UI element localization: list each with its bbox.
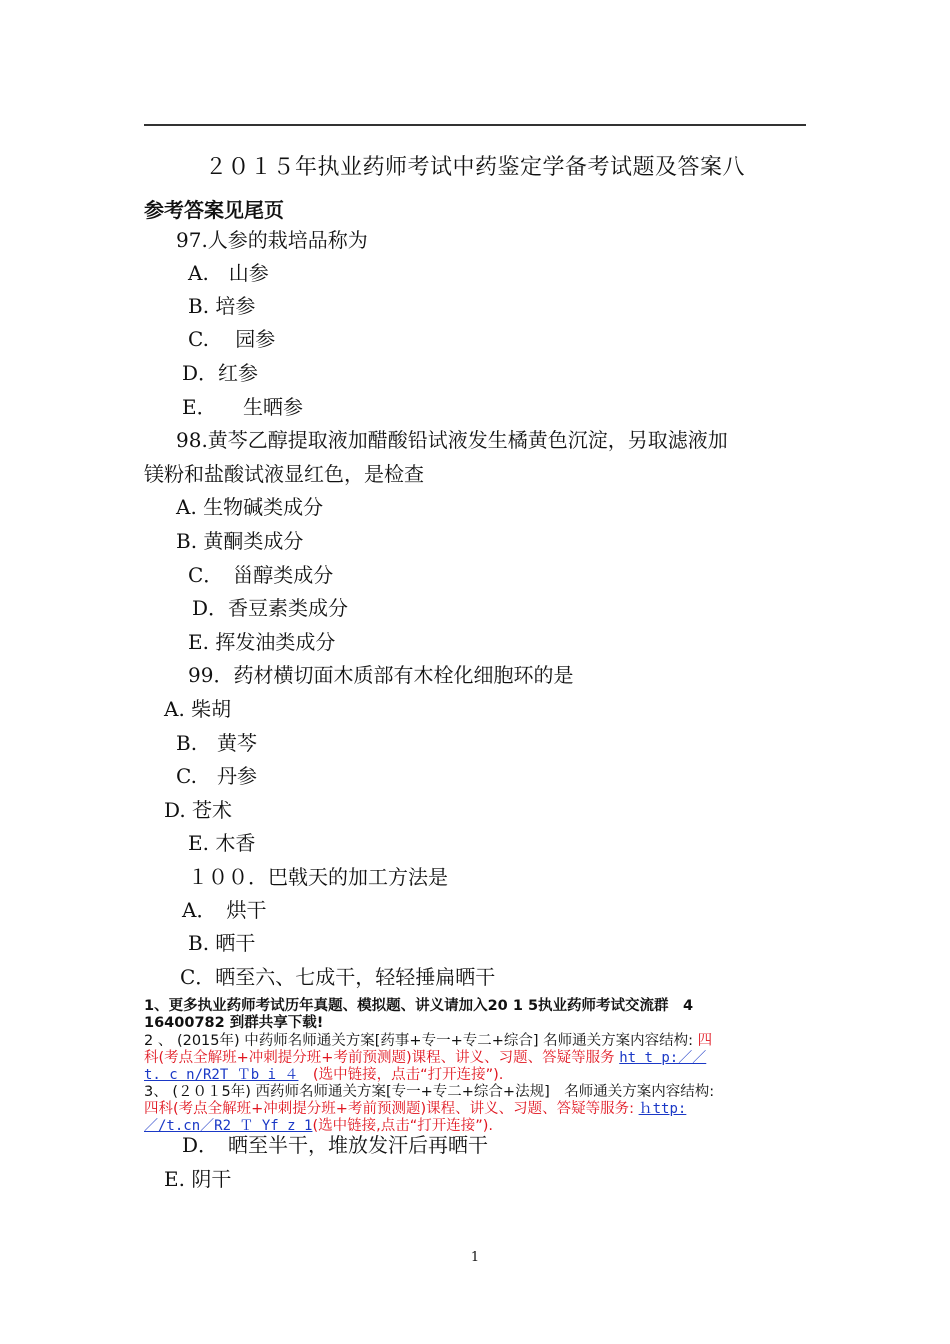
page-title: ２０１５年执业药师考试中药鉴定学备考试题及答案八 bbox=[204, 155, 745, 180]
header-rule bbox=[144, 124, 806, 126]
promo-note-3: 3、 (２０１5年) 西药师名师通关方案[专一+专二+综合+法规] 名师通关方案内容结构: bbox=[144, 1084, 715, 1100]
promo-note-2: 2 、 (2015年) 中药师名师通关方案[药事+专一+专二+综合] 名师通关方案内容结构: 四 bbox=[144, 1033, 713, 1049]
option-99-b: B. 黄芩 bbox=[176, 731, 258, 755]
option-98-a: A. 生物碱类成分 bbox=[176, 495, 324, 519]
course-link-2[interactable]: ｈttp: bbox=[638, 1101, 687, 1117]
option-99-d: D. 苍术 bbox=[164, 798, 233, 822]
option-100-b: B. 晒干 bbox=[188, 931, 256, 955]
promo-note-1: 1、更多执业药师考试历年真题、模拟题、讲义请加入20 1 5执业药师考试交流群 4 bbox=[144, 998, 694, 1014]
course-link-1-cont[interactable]: t. c n/R2T Ｔb i ４ bbox=[144, 1067, 299, 1083]
option-100-e: E. 阴干 bbox=[164, 1167, 232, 1191]
option-100-c: C．晒至六、七成干，轻轻捶扁晒干 bbox=[180, 965, 496, 989]
question-97: 97.人参的栽培品称为 bbox=[176, 228, 368, 252]
option-98-d: D．香豆素类成分 bbox=[192, 596, 349, 620]
option-97-e: E． 生晒参 bbox=[182, 395, 303, 419]
option-97-b: B. 培参 bbox=[188, 294, 256, 318]
promo-note-2-link: t. c n/R2T Ｔb i ４ (选中链接，点击“打开连接”). bbox=[144, 1067, 504, 1083]
option-99-e: E. 木香 bbox=[188, 831, 256, 855]
option-98-b: B. 黄酮类成分 bbox=[176, 529, 304, 553]
option-98-e: E. 挥发油类成分 bbox=[188, 630, 336, 654]
option-97-d: D．红参 bbox=[182, 361, 259, 385]
promo-note-1-cont: 16400782 到群共享下载! bbox=[144, 1015, 324, 1031]
question-100: １００．巴戟天的加工方法是 bbox=[188, 865, 448, 889]
option-99-a: A. 柴胡 bbox=[164, 697, 232, 721]
promo-note-2-cont: 科(考点全解班+冲刺提分班+考前预测题)课程、讲义、习题、答疑等服务 ht t p:／／ bbox=[144, 1050, 707, 1066]
promo-note-3-link: ／/t.cn／R2 Ｔ Yf z 1(选中链接,点击“打开连接”). bbox=[144, 1118, 493, 1134]
option-99-c: C. 丹参 bbox=[176, 764, 257, 788]
option-100-a: A． 烘干 bbox=[182, 898, 267, 922]
option-97-c: C. 园参 bbox=[188, 327, 276, 351]
option-97-a: A. 山参 bbox=[188, 261, 269, 285]
page-number: 1 bbox=[470, 1250, 480, 1265]
promo-note-3-cont: 四科(考点全解班+冲刺提分班+考前预测题)课程、讲义、习题、答疑等服务: ｈttp: bbox=[144, 1101, 687, 1117]
question-99: 99．药材横切面木质部有木栓化细胞环的是 bbox=[188, 663, 574, 687]
option-98-c: C． 甾醇类成分 bbox=[188, 563, 334, 587]
course-link-2-cont[interactable]: ／/t.cn／R2 Ｔ Yf z 1 bbox=[144, 1118, 313, 1134]
question-98: 98.黄芩乙醇提取液加醋酸铅试液发生橘黄色沉淀，另取滤液加 bbox=[176, 428, 728, 452]
question-98-cont: 镁粉和盐酸试液显红色，是检查 bbox=[144, 462, 424, 486]
option-100-d: D． 晒至半干，堆放发汗后再晒干 bbox=[182, 1133, 489, 1157]
course-link-1[interactable]: ht t p:／／ bbox=[619, 1050, 707, 1066]
answer-note: 参考答案见尾页 bbox=[144, 198, 284, 222]
